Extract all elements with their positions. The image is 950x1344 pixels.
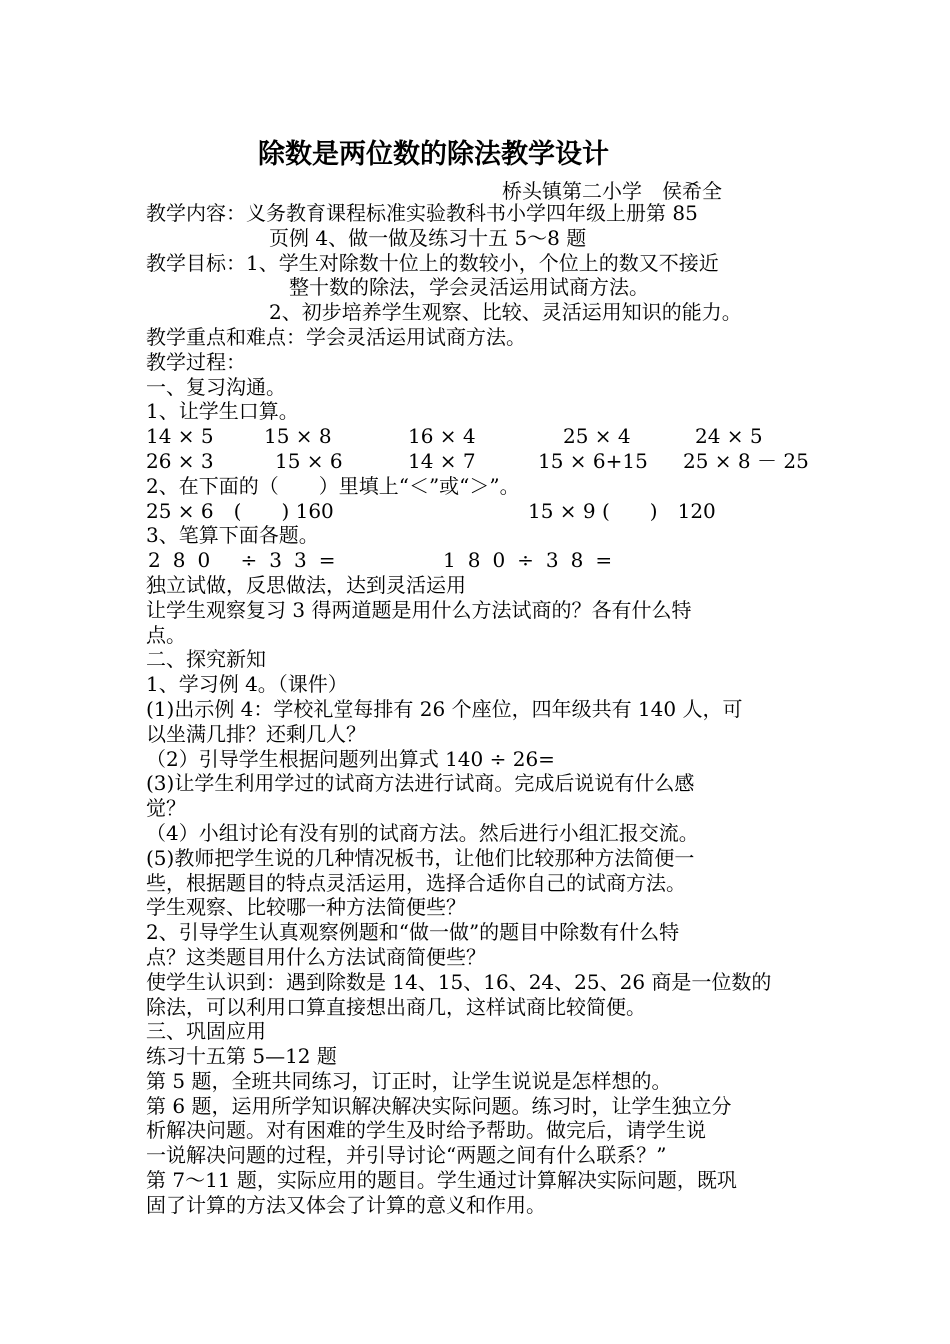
key-points: 教学重点和难点：学会灵活运用试商方法。 (146, 324, 526, 349)
oral-calc-item: 24 × 5 (695, 424, 763, 449)
written-calc-row (146, 548, 811, 573)
step-5-line3: 学生观察、比较哪一种方法简便些？ (146, 895, 466, 920)
oral-calc-item: 26 × 3 (146, 448, 214, 473)
oral-calc-item: 25 × 4 (563, 424, 631, 449)
section-1-item-1: 1、让学生口算。 (146, 399, 299, 424)
teaching-content-line1: 教学内容：义务教育课程标准实验教科书小学四年级上册第 85 (146, 201, 698, 225)
oral-calc-row-1 (146, 424, 811, 449)
step-4: （4）小组讨论有没有别的试商方法。然后进行小组汇报交流。 (146, 820, 699, 845)
teaching-content-line2: 页例 4、做一做及练习十五 5～8 题 (269, 225, 587, 250)
section-3-heading: 三、巩固应用 (146, 1019, 266, 1044)
oral-calc-row-2 (146, 449, 811, 474)
oral-calc-item: 15 × 6+15 (538, 448, 648, 473)
exercise-6-line2: 析解决问题。对有困难的学生及时给予帮助。做完后，请学生说 (146, 1118, 706, 1143)
step-3-line2: 觉？ (146, 796, 186, 821)
independent-practice: 独立试做，反思做法，达到灵活运用 (146, 572, 466, 597)
section-2-item-2-line1: 2、引导学生认真观察例题和“做一做”的题目中除数有什么特 (146, 920, 680, 945)
oral-calc-item: 14 × 7 (408, 448, 476, 473)
exercise-5: 第 5 题，全班共同练习，订正时，让学生说说是怎样想的。 (146, 1068, 672, 1093)
exercise-6-line3: 一说解决问题的过程，并引导讨论“两题之间有什么联系？” (146, 1143, 667, 1168)
step-2: （2）引导学生根据问题列出算式 140 ÷ 26= (146, 746, 555, 771)
teaching-goal-line1: 教学目标：1、学生对除数十位上的数较小，个位上的数又不接近 (146, 250, 719, 275)
section-1-item-3: 3、笔算下面各题。 (146, 523, 319, 548)
written-calc-item: 180÷38= (443, 548, 625, 573)
oral-calc-item: 25 × 8 － 25 (683, 448, 809, 473)
process-heading: 教学过程： (146, 349, 246, 374)
compare-row (146, 499, 811, 524)
document-body (146, 201, 811, 1218)
section-1-item-2: 2、在下面的（ ）里填上“＜”或“＞”。 (146, 473, 520, 498)
step-5-line2: 些，根据题目的特点灵活运用，选择合适你自己的试商方法。 (146, 870, 686, 895)
observe-line2: 点。 (146, 622, 186, 647)
written-calc-item: 280 ÷33= (148, 548, 348, 573)
realize-line1: 使学生认识到：遇到除数是 14、15、16、24、25、26 商是一位数的 (146, 969, 772, 994)
document-title: 除数是两位数的除法教学设计 (258, 139, 609, 170)
exercise-6-line1: 第 6 题，运用所学知识解决解决实际问题。练习时，让学生独立分 (146, 1093, 732, 1118)
observe-line1: 让学生观察复习 3 得两道题是用什么方法试商的？各有什么特 (146, 597, 692, 622)
section-2-heading: 二、探究新知 (146, 647, 266, 672)
oral-calc-item: 16 × 4 (408, 424, 476, 449)
teaching-goal-line2: 整十数的除法，学会灵活运用试商方法。 (289, 275, 649, 300)
step-1-line1: (1)出示例 4：学校礼堂每排有 26 个座位，四年级共有 140 人，可 (146, 696, 743, 721)
teaching-goal-2: 2、初步培养学生观察、比较、灵活运用知识的能力。 (269, 300, 742, 325)
compare-item: 15 × 9 ( ) 120 (528, 498, 716, 523)
author-line: 桥头镇第二小学 侯希全 (502, 179, 722, 203)
oral-calc-item: 15 × 6 (275, 448, 343, 473)
oral-calc-item: 15 × 8 (264, 424, 332, 449)
exercise-7-line1: 第 7～11 题，实际应用的题目。学生通过计算解决实际问题，既巩 (146, 1168, 737, 1193)
compare-item: 25 × 6 ( ) 160 (146, 498, 334, 523)
exercise-7-line2: 固了计算的方法又体会了计算的意义和作用。 (146, 1192, 546, 1217)
section-2-item-2-line2: 点？这类题目用什么方法试商简便些？ (146, 944, 486, 969)
step-5-line1: (5)教师把学生说的几种情况板书，让他们比较那种方法简便一 (146, 845, 695, 870)
exercise-range: 练习十五第 5—12 题 (146, 1044, 337, 1069)
oral-calc-item: 14 × 5 (146, 424, 214, 449)
step-3-line1: (3)让学生利用学过的试商方法进行试商。完成后说说有什么感 (146, 771, 695, 796)
section-2-item-1: 1、学习例 4。（课件） (146, 672, 348, 697)
realize-line2: 除法，可以利用口算直接想出商几，这样试商比较简便。 (146, 994, 646, 1019)
section-1-heading: 一、复习沟通。 (146, 374, 286, 399)
step-1-line2: 以坐满几排？还剩几人？ (146, 721, 366, 746)
